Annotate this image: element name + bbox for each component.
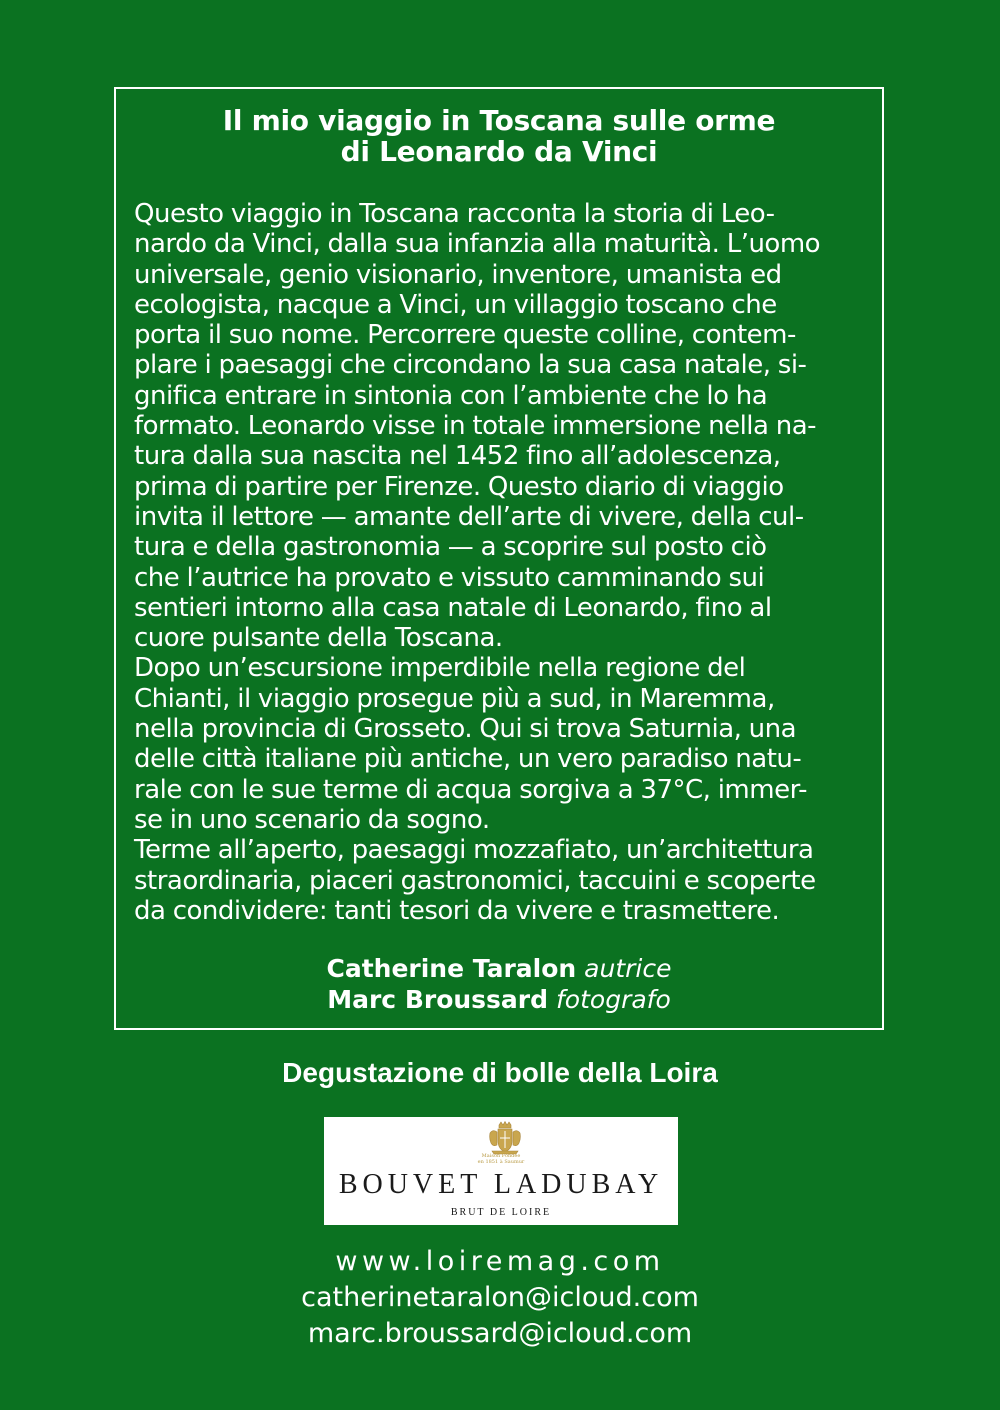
body-line: invita il lettore — amante dell’arte di vivere, della cul-	[134, 501, 804, 532]
website-link[interactable]: www.loiremag.com	[335, 1246, 665, 1277]
book-title	[116, 105, 882, 167]
body-line: ecologista, nacque a Vinci, un villaggio toscano che	[134, 289, 777, 320]
crest-caption	[324, 1153, 678, 1165]
contacts	[0, 1244, 1000, 1352]
sponsor-logo	[324, 1117, 678, 1225]
body-line: gnifica entrare in sintonia con l’ambiente che lo ha	[134, 380, 768, 411]
body-line: Chianti, il viaggio prosegue più a sud, in Maremma,	[134, 683, 775, 714]
title-line-1: Il mio viaggio in Toscana sulle orme	[222, 104, 776, 137]
brand-subtitle: BRUT DE LOIRE	[450, 1207, 552, 1218]
body-line: Questo viaggio in Toscana racconta la storia di Leo-	[134, 199, 775, 229]
body-line: cuore pulsante della Toscana.	[134, 623, 503, 654]
brand-name: BOUVET LADUBAY	[338, 1169, 664, 1200]
body-line: Terme all’aperto, paesaggi mozzafiato, un’architettura	[134, 835, 814, 866]
crest-caption-line: Maison Fondée	[481, 1153, 521, 1159]
author-role: autrice	[584, 954, 672, 983]
body-line: da condividere: tanti tesori da vivere e trasmettere.	[134, 895, 780, 926]
body-line: delle città italiane più antiche, un vero paradiso natu-	[134, 744, 802, 775]
body-line: porta il suo nome. Percorrere queste colline, contem-	[134, 320, 796, 351]
text-box-frame	[114, 87, 884, 1030]
author-credit	[116, 953, 882, 984]
email-link-author[interactable]: catherinetaralon@icloud.com	[301, 1282, 699, 1313]
body-line: nella provincia di Grosseto. Qui si trova Saturnia, una	[134, 714, 797, 745]
body-line: che l’autrice ha provato e vissuto camminando sui	[134, 562, 765, 593]
body-line: formato. Leonardo visse in totale immersione nella na-	[134, 411, 817, 442]
body-line: tura e della gastronomia — a scoprire sul posto ciò	[134, 532, 767, 563]
photographer-name: Marc Broussard	[327, 985, 549, 1014]
credits	[116, 953, 882, 1015]
description-text	[134, 199, 868, 926]
photographer-role: fotografo	[556, 985, 671, 1014]
email-link-photographer[interactable]: marc.broussard@icloud.com	[307, 1318, 693, 1349]
body-line: straordinaria, piaceri gastronomici, taccuini e scoperte	[134, 865, 816, 896]
body-line: se in uno scenario da sogno.	[134, 804, 490, 835]
tasting-heading: Degustazione di bolle della Loira	[282, 1057, 718, 1088]
author-name: Catherine Taralon	[326, 954, 577, 983]
body-line: tura dalla sua nascita nel 1452 fino all’adolescenza,	[134, 441, 781, 472]
body-line: prima di partire per Firenze. Questo diario di viaggio	[134, 471, 784, 502]
body-line: plare i paesaggi che circondano la sua casa natale, si-	[134, 350, 807, 381]
body-line: Dopo un’escursione imperdibile nella regione del	[134, 653, 746, 684]
title-line-2: di Leonardo da Vinci	[340, 135, 658, 168]
body-line: nardo da Vinci, dalla sua infanzia alla maturità. L’uomo	[134, 229, 821, 260]
photographer-credit	[116, 984, 882, 1015]
body-line: sentieri intorno alla casa natale di Leonardo, fino al	[134, 592, 772, 623]
body-line: rale con le sue terme di acqua sorgiva a 37°C, immer-	[134, 774, 807, 805]
crest-caption-line: en 1851 à Saumur	[477, 1159, 525, 1165]
body-line: universale, genio visionario, inventore, umanista ed	[134, 259, 782, 290]
